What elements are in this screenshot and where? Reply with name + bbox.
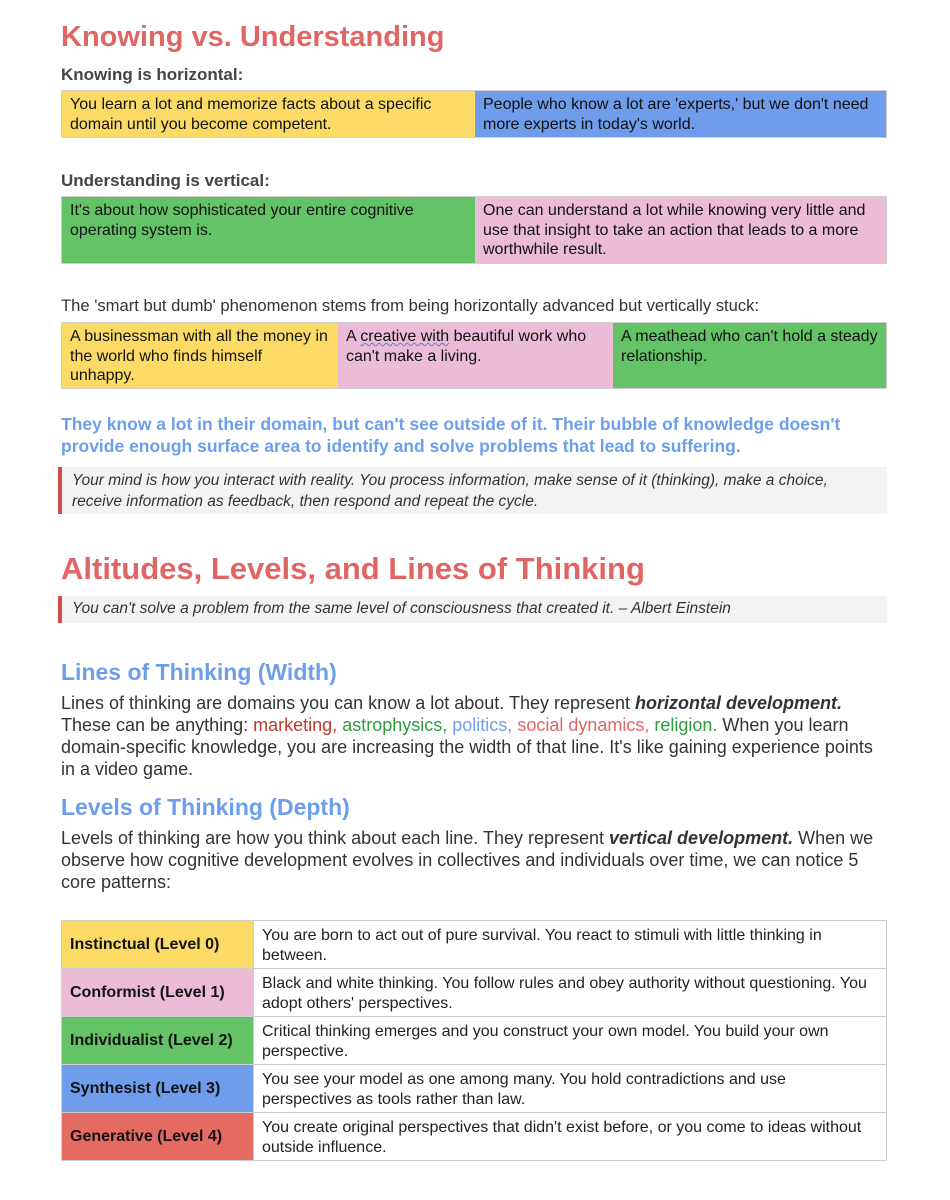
level-name-cell: Individualist (Level 2) xyxy=(62,1017,254,1065)
examples-box-row xyxy=(61,322,887,389)
levels-table xyxy=(61,920,887,1161)
level-description-cell: You create original perspectives that didn't exist before, or you come to ideas without outside influence. xyxy=(254,1113,887,1161)
level-name-cell: Instinctual (Level 0) xyxy=(62,921,254,969)
level-row xyxy=(62,969,887,1017)
lines-paragraph: Lines of thinking are domains you can know a lot about. They represent horizontal development. These can be anything: marketing, astrophysics, politics, social dynamics, religion. When you learn domain-specific knowledge, you are increasing the width of that line. It's like gaining experience points in a video game. xyxy=(61,693,873,779)
callout-text: They know a lot in their domain, but can't see outside of it. Their bubble of knowledge doesn't provide enough surface area to identify and solve problems that lead to suffering. xyxy=(61,414,841,456)
section-title-knowing: Knowing vs. Understanding xyxy=(61,21,445,53)
knowing-heading: Knowing is horizontal: xyxy=(61,65,244,84)
understanding-cell-1: It's about how sophisticated your entire cognitive operating system is. xyxy=(62,197,475,263)
level-name-cell: Conformist (Level 1) xyxy=(62,969,254,1017)
level-description-cell: You see your model as one among many. You hold contradictions and use perspectives as tools rather than law. xyxy=(254,1065,887,1113)
level-name-cell: Generative (Level 4) xyxy=(62,1113,254,1161)
section-title-altitudes: Altitudes, Levels, and Lines of Thinking xyxy=(61,551,645,586)
level-row xyxy=(62,1113,887,1161)
example-creative: A creative with beautiful work who can't make a living. xyxy=(338,323,613,388)
understanding-heading: Understanding is vertical: xyxy=(61,171,270,190)
understanding-cell-2: One can understand a lot while knowing very little and use that insight to take an action that leads to a more worthwhile result. xyxy=(475,197,886,263)
level-row xyxy=(62,1017,887,1065)
level-description-cell: You are born to act out of pure survival. You react to stimuli with little thinking in between. xyxy=(254,921,887,969)
levels-heading: Levels of Thinking (Depth) xyxy=(61,794,350,820)
level-row xyxy=(62,921,887,969)
einstein-quote: You can't solve a problem from the same level of consciousness that created it. – Albert Einstein xyxy=(58,596,887,623)
level-description-cell: Critical thinking emerges and you construct your own model. You build your own perspective. xyxy=(254,1017,887,1065)
knowing-cell-2: People who know a lot are 'experts,' but we don't need more experts in today's world. xyxy=(475,91,886,137)
level-description-cell: Black and white thinking. You follow rules and obey authority without questioning. You adopt others' perspectives. xyxy=(254,969,887,1017)
spellcheck-underline: creative with xyxy=(360,328,450,345)
understanding-box-row xyxy=(61,196,887,264)
example-businessman: A businessman with all the money in the world who finds himself unhappy. xyxy=(62,323,338,388)
smart-dumb-line: The 'smart but dumb' phenomenon stems from being horizontally advanced but vertically stuck: xyxy=(61,296,760,315)
level-name-cell: Synthesist (Level 3) xyxy=(62,1065,254,1113)
knowing-box-row xyxy=(61,90,887,138)
level-row xyxy=(62,1065,887,1113)
mind-quote: Your mind is how you interact with reality. You process information, make sense of it (thinking), make a choice, receive information as feedback, then respond and repeat the cycle. xyxy=(58,467,887,514)
example-meathead: A meathead who can't hold a steady relationship. xyxy=(613,323,886,388)
lines-heading: Lines of Thinking (Width) xyxy=(61,659,337,685)
knowing-cell-1: You learn a lot and memorize facts about a specific domain until you become competent. xyxy=(62,91,475,137)
levels-paragraph: Levels of thinking are how you think about each line. They represent vertical development. When we observe how cognitive development evolves in collectives and individuals over time, we can notice 5 core patterns: xyxy=(61,828,874,892)
